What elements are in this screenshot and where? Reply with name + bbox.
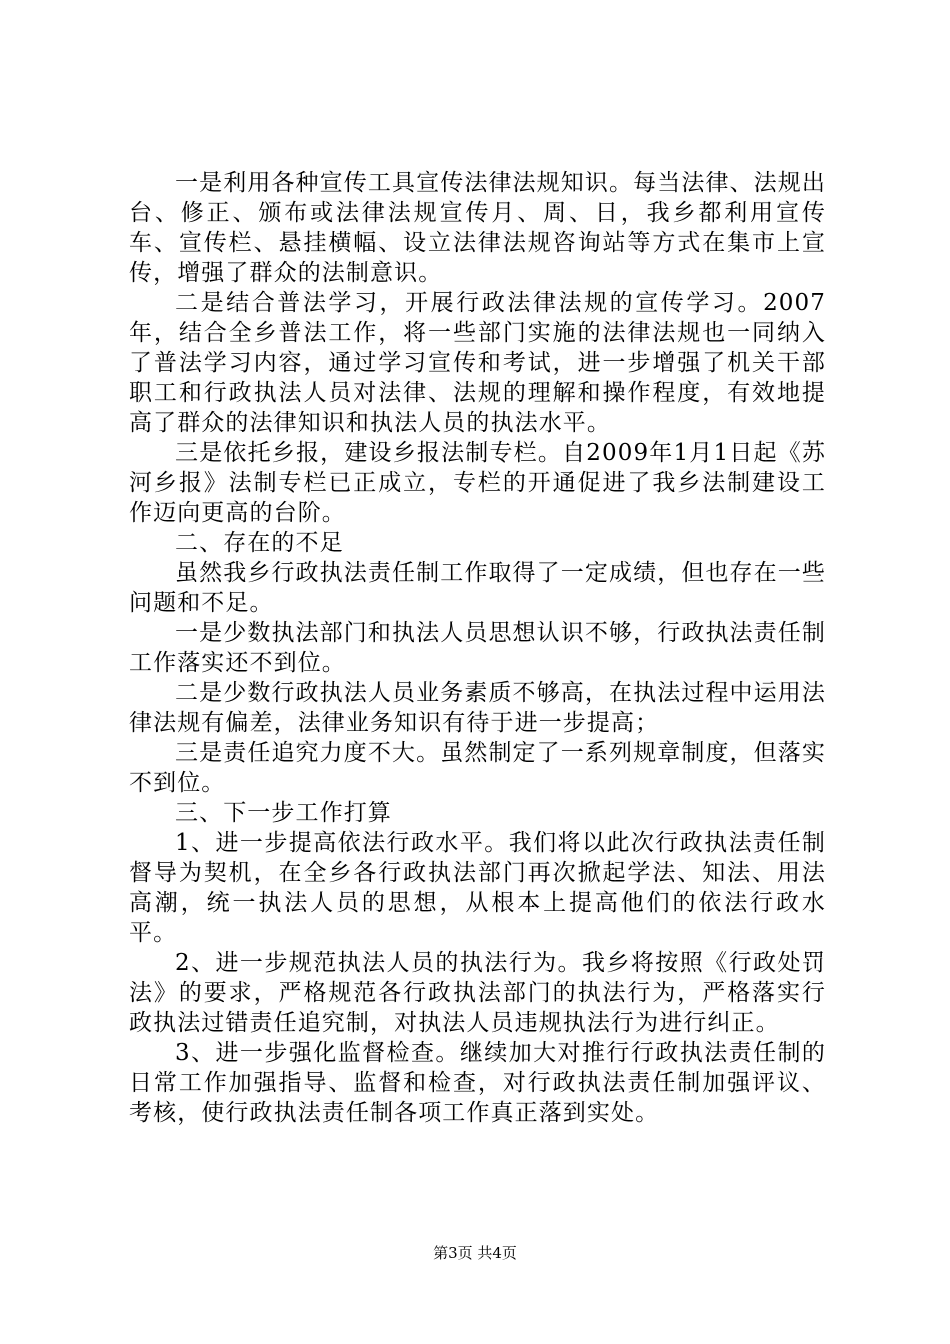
paragraph-9: 2、进一步规范执法人员的执法行为。我乡将按照《行政处罚法》的要求，严格规范各行政执法部门的执法行为，严格落实行政执法过错责任追究制，对执法人员违规执法行为进行纠正。 [129, 950, 826, 1036]
paragraph-8: 1、进一步提高依法行政水平。我们将以此次行政执法责任制督导为契机，在全乡各行政执法部门再次掀起学法、知法、用法高潮，统一执法人员的思想，从根本上提高他们的依法行政水平。 [129, 830, 826, 946]
paragraph-4: 虽然我乡行政执法责任制工作取得了一定成绩，但也存在一些问题和不足。 [129, 560, 826, 616]
paragraph-7: 三是责任追究力度不大。虽然制定了一系列规章制度，但落实不到位。 [129, 740, 826, 796]
page-number-footer: 第3页 共4页 [433, 1244, 517, 1262]
paragraph-6: 二是少数行政执法人员业务素质不够高，在执法过程中运用法律法规有偏差，法律业务知识有待于进一步提高； [129, 680, 826, 736]
paragraph-3: 三是依托乡报，建设乡报法制专栏。自2009年1月1日起《苏河乡报》法制专栏已正成立，专栏的开通促进了我乡法制建设工作迈向更高的台阶。 [129, 440, 826, 526]
document-body [129, 168, 826, 1128]
section-heading-2: 二、存在的不足 [175, 530, 344, 556]
paragraph-1: 一是利用各种宣传工具宣传法律法规知识。每当法律、法规出台、修正、颁布或法律法规宣传月、周、日，我乡都利用宣传车、宣传栏、悬挂横幅、设立法律法规咨询站等方式在集市上宣传，增强了群众的法制意识。 [129, 170, 826, 286]
paragraph-2: 二是结合普法学习，开展行政法律法规的宣传学习。2007年，结合全乡普法工作，将一些部门实施的法律法规也一同纳入了普法学习内容，通过学习宣传和考试，进一步增强了机关干部职工和行政执法人员对法律、法规的理解和操作程度，有效地提高了群众的法律知识和执法人员的执法水平。 [129, 290, 826, 436]
section-heading-3: 三、下一步工作打算 [175, 800, 392, 826]
paragraph-10: 3、进一步强化监督检查。继续加大对推行行政执法责任制的日常工作加强指导、监督和检查，对行政执法责任制加强评议、考核，使行政执法责任制各项工作真正落到实处。 [129, 1040, 826, 1126]
paragraph-5: 一是少数执法部门和执法人员思想认识不够，行政执法责任制工作落实还不到位。 [129, 620, 826, 676]
